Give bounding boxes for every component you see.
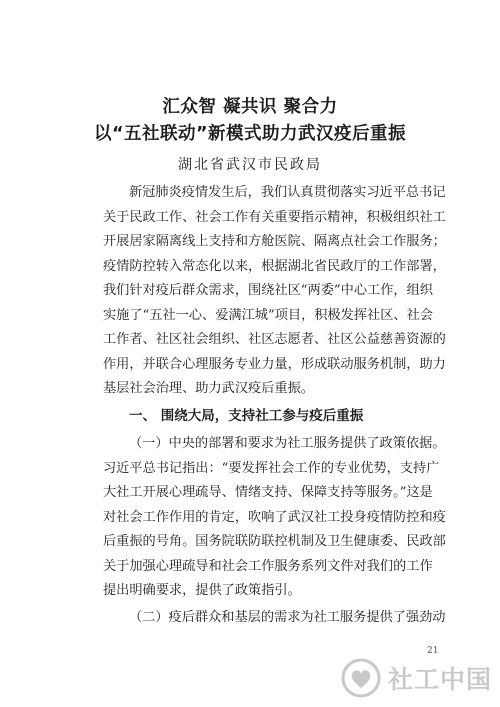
paragraph-line: （一）中央的部署和要求为社工服务提供了政策依据。 [129,436,446,451]
paragraph-line: 对社会工作作用的肯定，吹响了武汉社工投身疫情防控和疫 [103,509,446,525]
paragraph-line: 提出明确要求，提供了政策指引。 [103,583,301,598]
paragraph-line: 大社工开展心理疏导、情绪支持、保障支持等服务。”这是 [103,485,433,500]
page-number: 21 [427,646,439,656]
paragraph-1 [103,181,446,402]
title-line-2: 以“五社联动”新模式助力武汉疫后重振 [93,124,406,144]
watermark [340,655,492,700]
paragraph-line: 关于加强心理疏导和社会工作服务系列文件对我们的工作 [103,558,433,574]
paragraph-line: 我们针对疫后群众需求，围绕社区“两委”中心工作，组织 [103,283,433,298]
paragraph-3 [103,606,446,631]
title-line-1: 汇众智 凝共识 聚合力 [162,97,338,117]
paragraph-line: 后重振的号角。国务院联防联控机制及卫生健康委、民政部 [103,534,446,549]
paragraph-line: 关于民政工作、社会工作有关重要指示精神，积极组织社工 [103,209,446,225]
paragraph-line: 习近平总书记指出：“要发挥社会工作的专业优势，支持广 [103,460,440,476]
paragraph-line: 基层社会治理、助力武汉疫后重振。 [103,381,314,396]
paragraph-line: （二）疫后群众和基层的需求为社工服务提供了强劲动 [129,610,446,625]
paragraph-line: 疫情防控转入常态化以来，根据湖北省民政厅的工作部署， [103,258,446,274]
section-heading: 一、 围绕大局，支持社工参与疫后重振 [129,408,364,424]
paragraph-2 [103,432,446,604]
社工中国-logo-icon [340,657,382,699]
paragraph-line: 工作者、社区社会组织、社区志愿者、社区公益慈善资源的 [103,332,446,347]
paragraph-line: 实施了“五社一心、爱满江城”项目，积极发挥社区、社会 [103,307,433,323]
paragraph-line: 开展居家隔离线上支持和方舱医院、隔离点社会工作服务； [103,234,446,249]
author: 湖北省武汉市民政局 [178,157,322,173]
paragraph-line: 新冠肺炎疫情发生后，我们认真贯彻落实习近平总书记 [129,185,446,200]
paragraph-line: 作用，并联合心理服务专业力量，形成联动服务机制，助力 [103,356,446,372]
watermark-text: 社工中国 [388,664,493,694]
